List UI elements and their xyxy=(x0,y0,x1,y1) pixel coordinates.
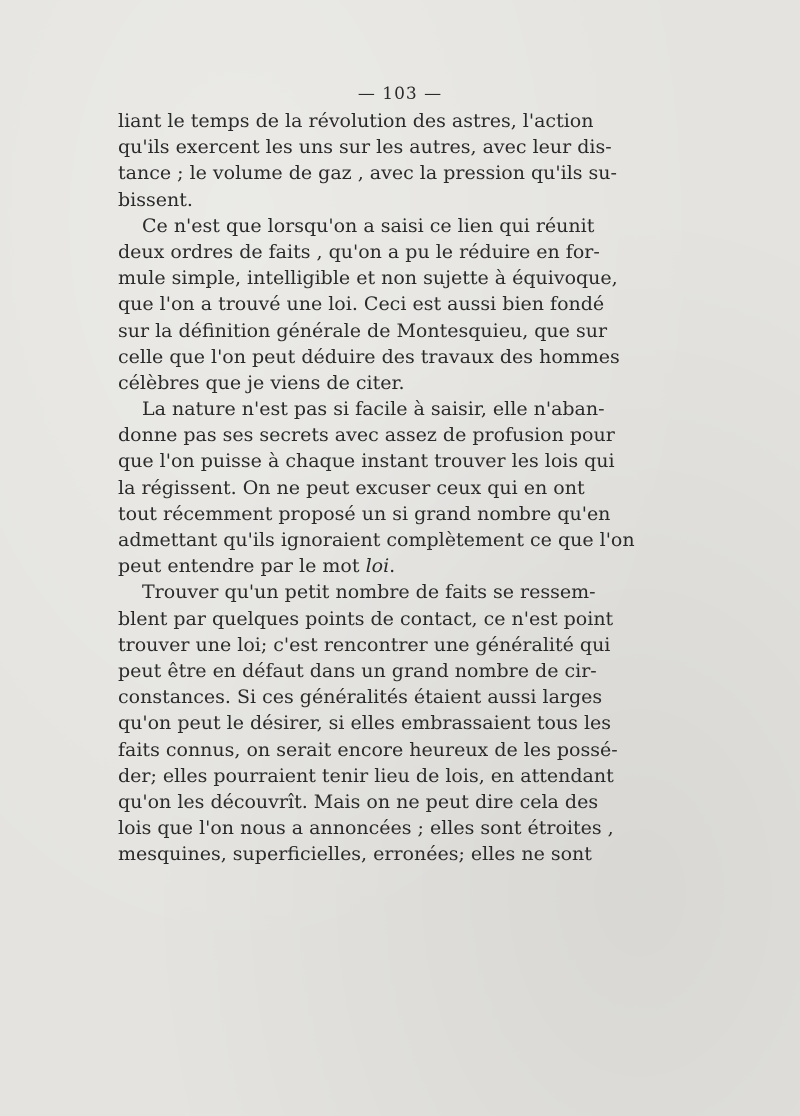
text-line-content: admettant qu'ils ignoraient complètement ce que l'on xyxy=(118,529,635,551)
text-line xyxy=(118,187,546,213)
text-line-content: faits connus, on serait encore heureux de les possé- xyxy=(118,738,618,761)
text-line xyxy=(118,789,599,815)
text-line-content: donne pas ses secrets avec assez de profusion pour xyxy=(118,424,615,447)
text-line xyxy=(118,160,617,186)
text-line xyxy=(118,318,608,344)
text-line xyxy=(118,422,615,448)
text-line xyxy=(118,606,614,632)
text-line xyxy=(118,291,605,317)
text-line-content: Ce n'est que lorsqu'on a saisi ce lien qui réunit xyxy=(142,214,595,237)
text-line xyxy=(118,553,546,579)
text-line-content: que l'on a trouvé une loi. Ceci est aussi bien fondé xyxy=(118,293,605,316)
text-line-content: der; elles pourraient tenir lieu de lois, en attendant xyxy=(118,764,614,787)
text-line-content: sur la définition générale de Montesquieu, que sur xyxy=(118,319,608,342)
italic-term: loi xyxy=(365,555,390,578)
text-line-content: deux ordres de faits , qu'on a pu le réduire en for- xyxy=(118,240,600,263)
text-line-content: peut entendre par le mot xyxy=(118,555,366,578)
text-line xyxy=(118,134,612,160)
text-line-content: Trouver qu'un petit nombre de faits se ressem- xyxy=(142,581,596,604)
text-line xyxy=(118,344,620,370)
text-line-content: qu'ils exercent les uns sur les autres, avec leur dis- xyxy=(118,136,612,159)
text-line-content: peut être en défaut dans un grand nombre de cir- xyxy=(118,659,597,682)
text-line xyxy=(118,108,594,134)
text-line-content: célèbres que je viens de citer. xyxy=(118,371,405,394)
text-line xyxy=(118,841,592,867)
text-line xyxy=(118,710,612,736)
text-line-content: blent par quelques points de contact, ce n'est point xyxy=(118,607,614,630)
text-line-content: trouver une loi; c'est rencontrer une généralité qui xyxy=(118,633,611,656)
text-line-content: tout récemment proposé un si grand nombre qu'en xyxy=(118,502,611,525)
text-line-content: liant le temps de la révolution des astres, l'action xyxy=(118,110,594,132)
text-line-tail: . xyxy=(389,555,396,578)
text-line-content: constances. Si ces généralités étaient aussi larges xyxy=(118,686,603,709)
text-line xyxy=(118,396,605,422)
text-line xyxy=(118,632,611,658)
body-text xyxy=(118,108,635,867)
text-line xyxy=(118,527,635,553)
text-line xyxy=(118,448,615,474)
text-line-content: mesquines, superficielles, erronées; elles ne sont xyxy=(118,843,592,866)
text-line xyxy=(118,265,618,291)
text-line xyxy=(118,213,595,239)
text-line-content: bissent. xyxy=(118,188,193,211)
text-line xyxy=(118,370,546,396)
text-line xyxy=(118,501,611,527)
text-line xyxy=(118,658,597,684)
text-line-content: que l'on puisse à chaque instant trouver les lois qui xyxy=(118,450,615,473)
text-line xyxy=(118,815,614,841)
text-line xyxy=(118,579,596,605)
text-line xyxy=(118,763,614,789)
text-line xyxy=(118,684,603,710)
text-line xyxy=(118,737,618,763)
text-line xyxy=(118,239,600,265)
text-line-content: celle que l'on peut déduire des travaux des hommes xyxy=(118,345,620,368)
text-line-content: qu'on les découvrît. Mais on ne peut dire cela des xyxy=(118,790,599,813)
text-line-content: lois que l'on nous a annoncées ; elles sont étroites , xyxy=(118,817,614,840)
page-number: — 103 — xyxy=(357,84,443,104)
text-line-content: qu'on peut le désirer, si elles embrassaient tous les xyxy=(118,712,612,735)
text-line-content: mule simple, intelligible et non sujette à équivoque, xyxy=(118,267,618,290)
text-line xyxy=(118,475,585,501)
text-line-content: la régissent. On ne peut excuser ceux qui en ont xyxy=(118,476,585,499)
text-line-content: La nature n'est pas si facile à saisir, elle n'aban- xyxy=(142,398,605,421)
text-line-content: tance ; le volume de gaz , avec la pression qu'ils su- xyxy=(118,162,617,185)
